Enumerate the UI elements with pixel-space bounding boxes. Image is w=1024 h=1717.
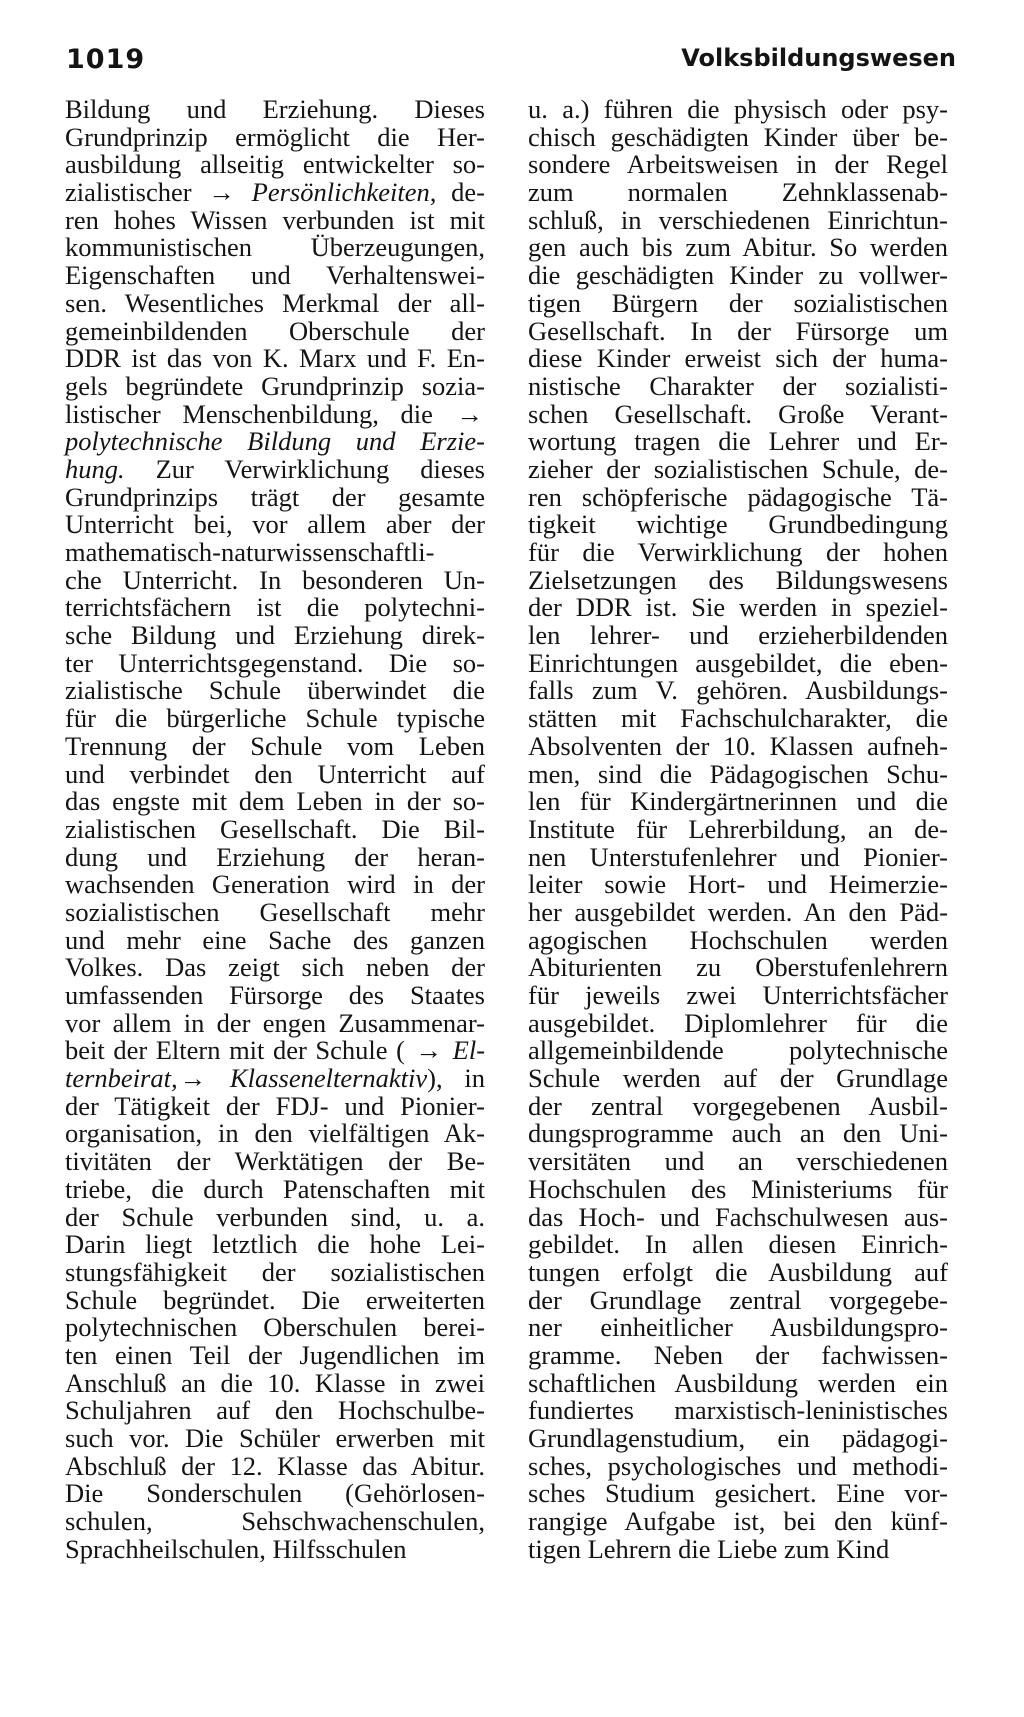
line-text: zialistischen Gesellschaft. Die Bil- xyxy=(65,813,485,844)
text-line xyxy=(65,677,485,705)
text-line xyxy=(65,1533,485,1564)
text-line xyxy=(528,287,948,318)
text-line xyxy=(528,954,948,982)
text-line xyxy=(528,1007,948,1038)
text-line xyxy=(65,622,485,650)
text-line xyxy=(65,1201,485,1232)
text-line xyxy=(528,594,948,622)
text-line xyxy=(65,758,485,789)
line-text: sen. Wesentliches Merkmal der all- xyxy=(65,287,485,318)
line-text: Volkes. Das zeigt sich neben der xyxy=(65,952,485,983)
line-text: len für Kindergärtnerinnen und die xyxy=(528,786,948,817)
text-line xyxy=(65,234,485,262)
line-text: das engste mit dem Leben in der so- xyxy=(65,786,485,817)
text-line xyxy=(528,1508,948,1536)
text-line xyxy=(528,1090,948,1121)
text-line xyxy=(65,398,485,429)
text-line xyxy=(528,705,948,733)
line-text: Darin liegt letztlich die hohe Lei- xyxy=(65,1229,485,1260)
text-line xyxy=(528,1450,948,1481)
page-number: 1019 xyxy=(66,44,146,75)
line-text: vor allem in der engen Zusammenar- xyxy=(65,1007,485,1038)
line-text: schaftlichen Ausbildung werden ein xyxy=(528,1367,948,1398)
line-text: gels begründete Grundprinzip sozia- xyxy=(65,370,485,401)
line-text: ren schöpferische pädagogische Tä- xyxy=(528,481,948,512)
line-text: Die Sonderschulen (Gehörlosen- xyxy=(65,1478,485,1509)
line-text: Unterricht bei, vor allem aber der xyxy=(65,509,485,540)
line-text: Zur Verwirklichung dieses xyxy=(124,453,485,484)
text-line xyxy=(65,896,485,927)
line-text: stätten mit Fachschulcharakter, die xyxy=(528,703,948,734)
text-line xyxy=(528,622,948,650)
line-text: len lehrer- und erzieherbildenden xyxy=(528,620,948,651)
line-text: diese Kinder erweist sich der huma- xyxy=(528,343,948,374)
text-line xyxy=(528,151,948,179)
line-text: zialistische Schule überwindet die xyxy=(65,675,485,706)
line-text: Schule begründet. Die erweiterten xyxy=(65,1284,485,1315)
line-text: her ausgebildet werden. An den Päd- xyxy=(528,896,948,927)
line-text: nen Unterstufenlehrer und Pionier- xyxy=(528,841,948,872)
text-line xyxy=(528,1173,948,1204)
line-text: der Schule verbunden sind, u. a. xyxy=(65,1201,485,1232)
text-line xyxy=(528,647,948,678)
cross-reference: Persönlichkeiten, xyxy=(251,177,437,208)
text-line xyxy=(528,1201,948,1232)
cross-reference: Klassenelternaktiv xyxy=(229,1063,428,1094)
text-line xyxy=(528,1065,948,1093)
text-line xyxy=(528,841,948,872)
line-text: Hochschulen des Ministeriums für xyxy=(528,1173,948,1204)
line-text: Abiturienten zu Oberstufenlehrern xyxy=(528,952,948,983)
text-line xyxy=(65,539,485,567)
text-line xyxy=(528,96,948,124)
text-line xyxy=(528,315,948,346)
text-line xyxy=(65,594,485,622)
line-text: Abschluß der 12. Klasse das Abitur. xyxy=(65,1450,485,1481)
text-line xyxy=(528,1314,948,1342)
text-line xyxy=(65,1367,485,1398)
line-text: gramme. Neben der fachwissen- xyxy=(528,1339,948,1370)
text-line xyxy=(65,871,485,899)
text-line xyxy=(528,871,948,899)
text-line xyxy=(65,96,485,124)
text-line xyxy=(65,1339,485,1370)
line-text: schen Gesellschaft. Große Verant- xyxy=(528,398,948,429)
line-text: Zielsetzungen des Bildungswesens xyxy=(528,564,948,595)
text-line xyxy=(65,151,485,179)
right-column xyxy=(528,96,948,1563)
line-text: Trennung der Schule vom Leben xyxy=(65,730,485,761)
cross-reference: hung. xyxy=(65,453,125,484)
line-text: ten einen Teil der Jugendlichen im xyxy=(65,1339,485,1370)
line-text: sozialistischen Gesellschaft mehr xyxy=(65,896,485,927)
text-line xyxy=(528,1120,948,1148)
text-line xyxy=(528,262,948,290)
cross-reference-arrow-icon: → xyxy=(415,1035,443,1066)
text-line xyxy=(65,1397,485,1425)
line-text: der Grundlage zentral vorgegebe- xyxy=(528,1284,948,1315)
text-line xyxy=(65,841,485,872)
text-line xyxy=(65,1173,485,1204)
text-line xyxy=(65,1284,485,1315)
text-line xyxy=(528,1037,948,1065)
text-line xyxy=(65,954,485,982)
line-text: schulen, Sehschwachenschulen, xyxy=(65,1506,485,1537)
line-text: Gesellschaft. In der Fürsorge um xyxy=(528,315,948,346)
line-text: Grundprinzip ermöglicht die Her- xyxy=(65,121,485,152)
line-text: für die Verwirklichung der hohen xyxy=(528,537,948,567)
text-line xyxy=(528,677,948,705)
line-text: tungen erfolgt die Ausbildung auf xyxy=(528,1256,948,1287)
text-line xyxy=(65,982,485,1010)
line-text: und verbindet den Unterricht auf xyxy=(65,758,485,789)
text-line xyxy=(65,511,485,539)
text-line xyxy=(65,370,485,401)
text-line xyxy=(528,121,948,152)
line-text: de- xyxy=(436,177,485,208)
text-line xyxy=(65,564,485,595)
line-text: versitäten und an verschiedenen xyxy=(528,1146,948,1177)
line-text: beit der Eltern mit der Schule ( xyxy=(65,1035,405,1066)
text-line xyxy=(528,428,948,456)
line-text: dung und Erziehung der heran- xyxy=(65,841,485,872)
cross-reference-arrow-icon: → xyxy=(208,177,235,208)
text-line xyxy=(65,813,485,844)
line-text: fundiertes marxistisch-leninistisches xyxy=(528,1395,948,1426)
line-text: Bildung und Erziehung. Dieses xyxy=(65,94,485,124)
line-text: sches Studium gesichert. Eine vor- xyxy=(528,1478,948,1509)
text-line xyxy=(65,345,485,373)
text-line xyxy=(65,924,485,955)
line-text: und mehr eine Sache des ganzen xyxy=(65,924,485,955)
line-text: Einrichtungen ausgebildet, die eben- xyxy=(528,647,948,678)
line-text: das Hoch- und Fachschulwesen aus- xyxy=(528,1201,948,1232)
text-line xyxy=(65,647,485,678)
text-line xyxy=(65,1314,485,1342)
text-line xyxy=(528,813,948,844)
text-line xyxy=(65,1480,485,1508)
line-text: tigen Bürgern der sozialistischen xyxy=(528,287,948,318)
text-line xyxy=(65,262,485,290)
line-text: Schuljahren auf den Hochschulbe- xyxy=(65,1395,485,1426)
text-line xyxy=(65,1231,485,1259)
text-line xyxy=(528,924,948,955)
line-text: der zentral vorgegebenen Ausbil- xyxy=(528,1090,948,1121)
text-line xyxy=(528,730,948,761)
line-text: zieher der sozialistischen Schule, de- xyxy=(528,453,948,484)
line-text: listischer Menschenbildung, die xyxy=(65,398,433,429)
text-line xyxy=(528,1256,948,1287)
line-text: zum normalen Zehnklassenab- xyxy=(528,177,948,208)
line-text: Sprachheilschulen, Hilfsschulen xyxy=(65,1533,407,1564)
line-text: Absolventen der 10. Klassen aufneh- xyxy=(528,730,948,761)
text-line xyxy=(528,345,948,373)
line-text: che Unterricht. In besonderen Un- xyxy=(65,564,485,595)
line-text: wortung tragen die Lehrer und Er- xyxy=(528,426,948,457)
line-text: ), in xyxy=(427,1063,485,1094)
page-header xyxy=(66,44,956,84)
line-text: organisation, in den vielfältigen Ak- xyxy=(65,1118,485,1149)
line-text: u. a.) führen die physisch oder psy- xyxy=(528,94,948,124)
line-text: wachsenden Generation wird in der xyxy=(65,869,485,900)
text-line xyxy=(65,287,485,318)
cross-reference-arrow-icon: → xyxy=(456,398,484,429)
line-text: falls zum V. gehören. Ausbildungs- xyxy=(528,675,948,706)
line-text: stungsfähigkeit der sozialistischen xyxy=(65,1256,485,1287)
text-line xyxy=(528,896,948,927)
line-text: umfassenden Fürsorge des Staates xyxy=(65,980,485,1010)
text-line xyxy=(65,121,485,152)
text-line xyxy=(528,481,948,512)
line-text: kommunistischen Überzeugungen, xyxy=(65,232,485,263)
line-text: sches, psychologisches und methodi- xyxy=(528,1450,948,1481)
line-text: ner einheitlicher Ausbildungspro- xyxy=(528,1312,948,1343)
cross-reference-arrow-icon: → xyxy=(179,1063,207,1094)
line-text: der DDR ist. Sie werden in speziel- xyxy=(528,592,948,623)
text-line xyxy=(65,1508,485,1536)
text-line xyxy=(528,1339,948,1370)
text-line xyxy=(528,453,948,484)
text-line xyxy=(528,1533,948,1564)
line-text: ausgebildet. Diplomlehrer für die xyxy=(528,1007,948,1038)
text-line xyxy=(65,705,485,733)
text-line xyxy=(65,730,485,761)
line-text: terrichtsfächern ist die polytechni- xyxy=(65,592,485,623)
text-line xyxy=(528,1231,948,1259)
text-line xyxy=(528,539,948,567)
text-line xyxy=(65,1065,485,1093)
line-text: ter Unterrichtsgegenstand. Die so- xyxy=(65,647,485,678)
line-text: triebe, die durch Patenschaften mit xyxy=(65,1173,485,1204)
line-text: dungsprogramme auch an den Uni- xyxy=(528,1118,948,1149)
line-text: DDR ist das von K. Marx und F. En- xyxy=(65,343,485,374)
line-text: zialistischer xyxy=(65,177,192,208)
text-line xyxy=(65,1256,485,1287)
line-text: Eigenschaften und Verhaltenswei- xyxy=(65,260,485,291)
text-line xyxy=(528,1148,948,1176)
text-line xyxy=(65,1090,485,1121)
line-text: tivitäten der Werktätigen der Be- xyxy=(65,1146,485,1177)
text-line xyxy=(65,1037,485,1065)
line-text: mathematisch-naturwissenschaftli- xyxy=(65,537,435,567)
text-line xyxy=(528,1480,948,1508)
text-line xyxy=(65,481,485,512)
line-text: der Tätigkeit der FDJ- und Pionier- xyxy=(65,1090,485,1121)
left-column xyxy=(65,96,485,1563)
line-text: rangige Aufgabe ist, bei den künf- xyxy=(528,1506,948,1537)
cross-reference: ternbeirat, xyxy=(65,1063,178,1094)
text-line xyxy=(65,315,485,346)
text-line xyxy=(528,234,948,262)
line-text: sche Bildung und Erziehung direk- xyxy=(65,620,485,651)
text-line xyxy=(528,204,948,235)
text-line xyxy=(65,453,485,484)
text-line xyxy=(65,1450,485,1481)
line-text: leiter sowie Hort- und Heimerzie- xyxy=(528,869,948,900)
line-text: gen auch bis zum Abitur. So werden xyxy=(528,232,948,263)
line-text: Institute für Lehrerbildung, an de- xyxy=(528,813,948,844)
text-line xyxy=(65,179,485,207)
line-text: für jeweils zwei Unterrichtsfächer xyxy=(528,980,948,1010)
text-line xyxy=(528,1425,948,1453)
line-text: agogischen Hochschulen werden xyxy=(528,924,948,955)
text-line xyxy=(65,1425,485,1453)
text-line xyxy=(528,370,948,401)
cross-reference: El- xyxy=(452,1035,486,1066)
text-line xyxy=(65,1148,485,1176)
text-line xyxy=(528,564,948,595)
text-line xyxy=(528,1397,948,1425)
text-line xyxy=(528,398,948,429)
line-text: Anschluß an die 10. Klasse in zwei xyxy=(65,1367,485,1398)
line-text: ausbildung allseitig entwickelter so- xyxy=(65,149,485,180)
text-line xyxy=(528,179,948,207)
line-text: gemeinbildenden Oberschule der xyxy=(65,315,485,346)
line-text: ren hohes Wissen verbunden ist mit xyxy=(65,204,485,235)
line-text: Grundprinzips trägt der gesamte xyxy=(65,481,485,512)
line-text: schluß, in verschiedenen Einrichtun- xyxy=(528,204,948,235)
line-text: men, sind die Pädagogischen Schu- xyxy=(528,758,948,789)
text-line xyxy=(65,1007,485,1038)
text-line xyxy=(528,1284,948,1315)
text-line xyxy=(65,1120,485,1148)
text-line xyxy=(528,982,948,1010)
line-text: Grundlagenstudium, ein pädagogi- xyxy=(528,1423,948,1453)
text-line xyxy=(528,758,948,789)
line-text: Schule werden auf der Grundlage xyxy=(528,1063,948,1094)
text-line xyxy=(528,788,948,816)
line-text: gebildet. In allen diesen Einrich- xyxy=(528,1229,948,1260)
running-head: Volksbildungswesen xyxy=(681,44,956,72)
text-line xyxy=(528,1367,948,1398)
line-text: tigkeit wichtige Grundbedingung xyxy=(528,509,948,540)
text-line xyxy=(65,428,485,456)
line-text: nistische Charakter der sozialisti- xyxy=(528,370,948,401)
line-text: chisch geschädigten Kinder über be- xyxy=(528,121,948,152)
text-line xyxy=(65,204,485,235)
line-text: allgemeinbildende polytechnische xyxy=(528,1035,948,1066)
line-text: sondere Arbeitsweisen in der Regel xyxy=(528,149,948,180)
line-text: such vor. Die Schüler erwerben mit xyxy=(65,1423,485,1453)
line-text: die geschädigten Kinder zu vollwer- xyxy=(528,260,948,291)
line-text: polytechnischen Oberschulen berei- xyxy=(65,1312,485,1343)
text-line xyxy=(528,511,948,539)
line-text: tigen Lehrern die Liebe zum Kind xyxy=(528,1533,890,1564)
line-text: für die bürgerliche Schule typische xyxy=(65,703,485,734)
text-line xyxy=(65,788,485,816)
cross-reference: polytechnische Bildung und Erzie- xyxy=(65,426,485,457)
